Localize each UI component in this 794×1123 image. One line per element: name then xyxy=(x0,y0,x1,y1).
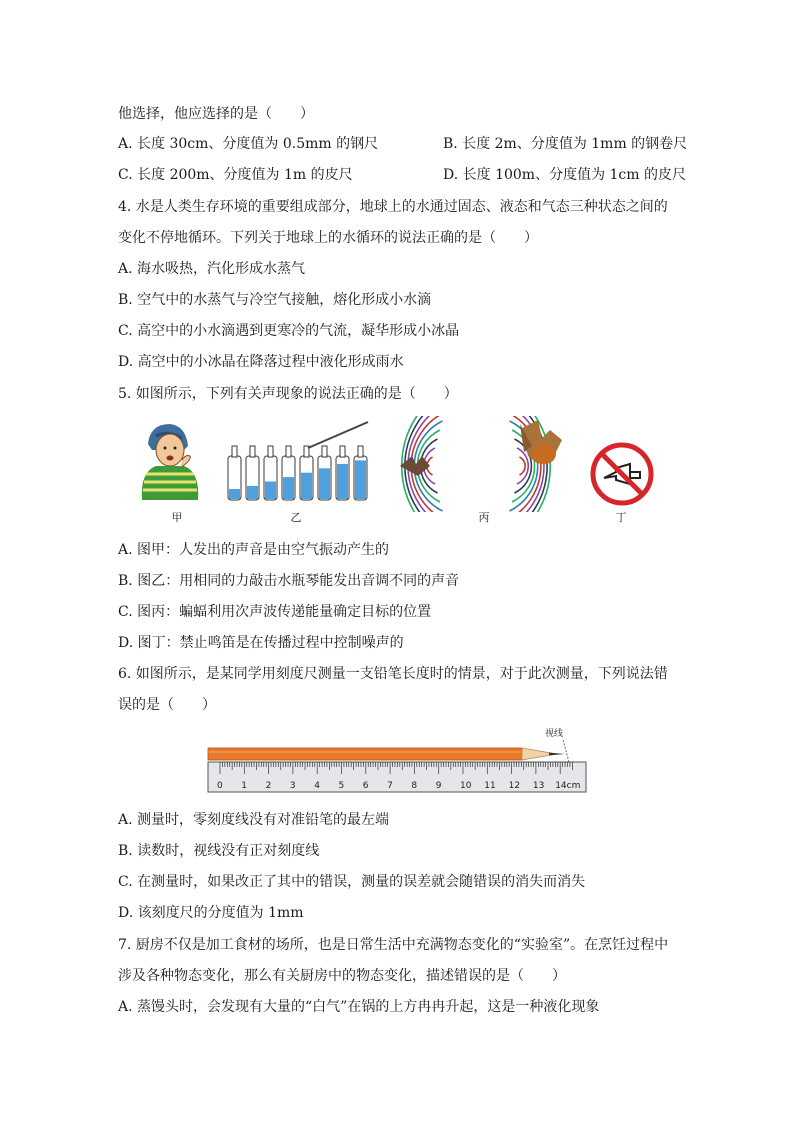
water-bottle xyxy=(282,446,295,500)
ruler-tick-label: 7 xyxy=(387,781,393,791)
q4-option-b: B. 空气中的水蒸气与冷空气接触，熔化形成小水滴 xyxy=(118,292,432,308)
q3-option-b: B. 长度 2m、分度值为 1mm 的钢卷尺 xyxy=(443,136,688,152)
echo-wave-arc xyxy=(517,448,528,484)
water-bottle-xylophone xyxy=(228,446,367,500)
ruler-tick-label: 0 xyxy=(217,781,223,791)
boy-singing-illustration xyxy=(142,424,198,500)
pencil-ruler-figure xyxy=(205,722,589,796)
water-bottle xyxy=(300,446,313,500)
q6-option-d: D. 该刻度尺的分度值为 1mm xyxy=(118,905,304,921)
question-6-line-1: 6. 如图所示，是某同学用刻度尺测量一支铅笔长度时的情景，对于此次测量，下列说法错 xyxy=(118,666,668,682)
ruler-tick-label: 9 xyxy=(435,781,442,791)
question-4-line-1: 4. 水是人类生存环境的重要组成部分，地球上的水通过固态、液态和气态三种状态之间的 xyxy=(118,199,668,215)
sound-figure xyxy=(130,416,670,512)
ruler-tick-label: 12 xyxy=(508,781,521,791)
ruler-tick-label: 5 xyxy=(338,781,345,791)
q5-option-a: A. 图甲：人发出的声音是由空气振动产生的 xyxy=(118,542,390,558)
caption-yi: 乙 xyxy=(290,511,302,524)
q4-option-a: A. 海水吸热，汽化形成水蒸气 xyxy=(118,261,306,277)
question-7-line-2: 涉及各种物态变化，那么有关厨房中的物态变化，描述错误的是（ ） xyxy=(118,968,566,984)
bat-echolocation-illustration xyxy=(400,416,562,512)
sight-line-label: 视线 xyxy=(545,729,564,739)
ruler-tick-label: 13 xyxy=(532,781,545,791)
pencil xyxy=(208,748,565,760)
no-honking-sign xyxy=(593,445,651,503)
ruler-tick-label: 14cm xyxy=(555,781,581,791)
q7-option-a: A. 蒸馒头时，会发现有大量的“白气”在锅的上方冉冉升起，这是一种液化现象 xyxy=(118,999,600,1015)
q3-option-a: A. 长度 30cm、分度值为 0.5mm 的钢尺 xyxy=(118,136,379,152)
ruler-tick-label: 4 xyxy=(314,781,320,791)
question-6-line-2: 误的是（ ） xyxy=(118,697,216,713)
echo-wave-arc xyxy=(520,457,526,475)
caption-jia: 甲 xyxy=(171,511,183,524)
water-bottle xyxy=(354,446,367,500)
water-bottle xyxy=(318,446,331,500)
ruler-tick-label: 8 xyxy=(411,781,418,791)
q4-option-c: C. 高空中的小水滴遇到更寒冷的气流，凝华形成小冰晶 xyxy=(118,323,460,339)
q5-option-c: C. 图丙：蝙蝠利用次声波传递能量确定目标的位置 xyxy=(118,604,432,620)
ruler-tick-label: 11 xyxy=(484,781,496,791)
q6-option-b: B. 读数时，视线没有正对刻度线 xyxy=(118,843,320,859)
striker-stick xyxy=(308,422,368,448)
ruler xyxy=(208,762,586,792)
question-3-stem-end: 他选择，他应选择的是（ ） xyxy=(118,106,314,122)
ruler-tick-label: 1 xyxy=(241,781,248,791)
water-bottle xyxy=(336,446,349,500)
q5-option-d: D. 图丁：禁止鸣笛是在传播过程中控制噪声的 xyxy=(118,635,404,651)
q4-option-d: D. 高空中的小冰晶在降落过程中液化形成雨水 xyxy=(118,354,404,370)
water-bottle xyxy=(246,446,259,500)
q6-option-a: A. 测量时，零刻度线没有对准铅笔的最左端 xyxy=(118,812,390,828)
question-4-line-2: 变化不停地循环。下列关于地球上的水循环的说法正确的是（ ） xyxy=(118,230,538,246)
water-bottle xyxy=(264,446,277,500)
ruler-tick-label: 6 xyxy=(362,781,369,791)
question-7-line-1: 7. 厨房不仅是加工食材的场所，也是日常生活中充满物态变化的“实验室”。在烹饪过程中 xyxy=(118,937,669,953)
ruler-tick-label: 3 xyxy=(289,781,296,791)
water-bottle xyxy=(228,446,241,500)
caption-bing: 丙 xyxy=(478,511,490,524)
q3-option-d: D. 长度 100m、分度值为 1cm 的皮尺 xyxy=(443,167,686,183)
caption-ding: 丁 xyxy=(615,511,627,524)
ruler-tick-label: 10 xyxy=(460,781,472,791)
q5-option-b: B. 图乙：用相同的力敲击水瓶琴能发出音调不同的声音 xyxy=(118,573,460,589)
q3-option-c: C. 长度 200m、分度值为 1m 的皮尺 xyxy=(118,167,353,183)
question-5-stem: 5. 如图所示，下列有关声现象的说法正确的是（ ） xyxy=(118,386,458,402)
sight-line xyxy=(563,740,569,762)
ruler-tick-label: 2 xyxy=(265,781,272,791)
q6-option-c: C. 在测量时，如果改正了其中的错误，测量的误差就会随错误的消失而消失 xyxy=(118,874,586,890)
